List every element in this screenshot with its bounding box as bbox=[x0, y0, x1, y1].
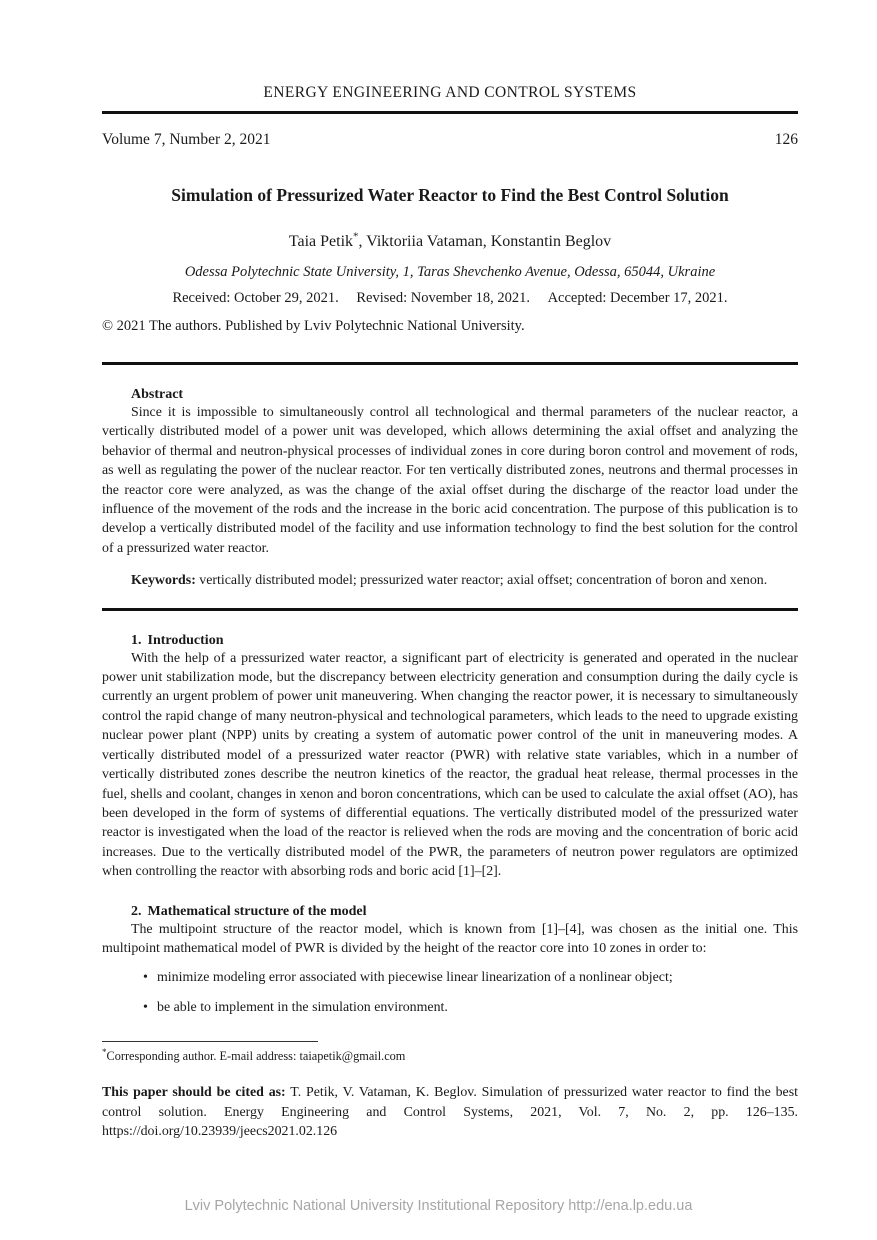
section-1-paragraph: With the help of a pressurized water reactor, a significant part of electricity is generated and operated in the nuclear power unit stabilization mode, but the discrepancy between electricity generation and consumption during the daily cycle is currently an urgent problem of power unit maneuvering. When changing the reactor power, it is necessary to simultaneously control the rapid change of many neutron-physical and technological parameters, which leads to the need to upgrade existing nuclear power plant (NPP) units by creating a system of automatic power control of the unit in maneuvering modes. A vertically distributed model of a pressurized water reactor (PWR) with relative state variables, which in a number of vertically distributed zones describe the neutron kinetics of the reactor, the gradual heat release, thermal processes in the fuel, shells and coolant, changes in xenon and boron concentrations, which can be used to calculate the axial offset (AO), has been developed in the form of systems of differential equations. The vertically distributed model of the pressurized water reactor is investigated when the load of the reactor is relieved when the rods are moving and the concentration of boric acid increases. Due to the vertically distributed model of the PWR, the parameters of neutron power regulators are optimized when controlling the reactor with absorbing rods and boric acid [1]–[2]. bbox=[102, 650, 798, 880]
keywords-text: vertically distributed model; pressurized water reactor; axial offset; concentration of boron and xenon. bbox=[195, 573, 768, 589]
keywords-label: Keywords: bbox=[131, 573, 196, 589]
section-2-paragraph: The multipoint structure of the reactor model, which is known from [1]–[4], was chosen as the initial one. This multipoint mathematical model of PWR is divided by the height of the reactor core into 10 zones in order to: bbox=[102, 921, 798, 956]
bullet-item: • be able to implement in the simulation environment. bbox=[102, 998, 798, 1017]
keywords-line bbox=[102, 571, 798, 590]
received-date: Received: October 29, 2021. bbox=[172, 290, 339, 306]
section-1-title: Introduction bbox=[147, 632, 224, 648]
author-name: Taia Petik bbox=[288, 233, 354, 250]
accepted-date: Accepted: December 17, 2021. bbox=[547, 290, 728, 306]
copyright-line: © 2021 The authors. Published by Lviv Polytechnic National University. bbox=[102, 318, 525, 334]
issue-row bbox=[102, 131, 798, 149]
footnote bbox=[102, 1049, 798, 1064]
corresponding-author-asterisk: * bbox=[353, 230, 359, 243]
repository-footer: Lviv Polytechnic National University Institutional Repository http://ena.lp.edu.ua bbox=[184, 1198, 693, 1214]
abstract-body: Since it is impossible to simultaneously control all technological and thermal parameters of the nuclear reactor, a vertically distributed model of a power unit was developed, which allows determining the axial offset and analyzing the behavior of thermal and neutron-physical processes of individual zones in core during boron control and movement of rods, as well as regulating the power of the nuclear reactor. For ten vertically distributed zones, neutrons and thermal processes in the reactor core were analyzed, as was the change of the axial offset during the discharge of the reactor load under the influence of the movement of the rods and the increase in the boric acid concentration. The purpose of this publication is to develop a vertically distributed model of the facility and use information technology to find the best solution for the control of a pressurized water reactor. bbox=[102, 405, 798, 556]
footnote-text: Corresponding author. E-mail address: taiapetik@gmail.com bbox=[106, 1049, 406, 1064]
authors-line bbox=[102, 230, 798, 251]
footnote-asterisk: * bbox=[102, 1047, 107, 1058]
sections-top-rule bbox=[102, 608, 798, 611]
footnote-rule bbox=[102, 1041, 318, 1042]
citation-text: T. Petik, V. Vataman, K. Beglov. Simulation of pressurized water reactor to find the best control solution. Energy Engineering and Control Systems, 2021, Vol. 7, No. 2, pp. 126–135. https://doi.org/10.23939/jeecs2021.02.126 bbox=[102, 1085, 798, 1140]
section-1-number: 1. bbox=[131, 632, 142, 648]
header-rule bbox=[102, 111, 798, 114]
bullet-item: • minimize modeling error associated with piecewise linear linearization of a nonlinear object; bbox=[102, 968, 798, 987]
section-2-heading bbox=[102, 904, 798, 920]
dates-line bbox=[102, 290, 798, 307]
section-2-number: 2. bbox=[131, 903, 142, 919]
page-number: 126 bbox=[774, 131, 798, 148]
issue-line: Volume 7, Number 2, 2021 bbox=[102, 131, 271, 148]
paper-title: Simulation of Pressurized Water Reactor to Find the Best Control Solution bbox=[171, 185, 729, 205]
journal-name: ENERGY ENGINEERING AND CONTROL SYSTEMS bbox=[263, 84, 637, 101]
abstract-top-rule bbox=[102, 362, 798, 365]
citation-label: This paper should be cited as: bbox=[102, 1085, 286, 1101]
page-content bbox=[102, 84, 798, 1142]
abstract-heading: Abstract bbox=[131, 387, 184, 402]
affiliation: Odessa Polytechnic State University, 1, Taras Shevchenko Avenue, Odessa, 65044, Ukraine bbox=[184, 264, 716, 280]
citation-block bbox=[102, 1083, 798, 1142]
authors-rest: , Viktoriia Vataman, Konstantin Beglov bbox=[358, 233, 612, 250]
section-2-bullet-list bbox=[102, 968, 798, 1017]
section-1-heading bbox=[102, 633, 798, 649]
section-2-title: Mathematical structure of the model bbox=[147, 903, 367, 919]
revised-date: Revised: November 18, 2021. bbox=[356, 290, 530, 306]
